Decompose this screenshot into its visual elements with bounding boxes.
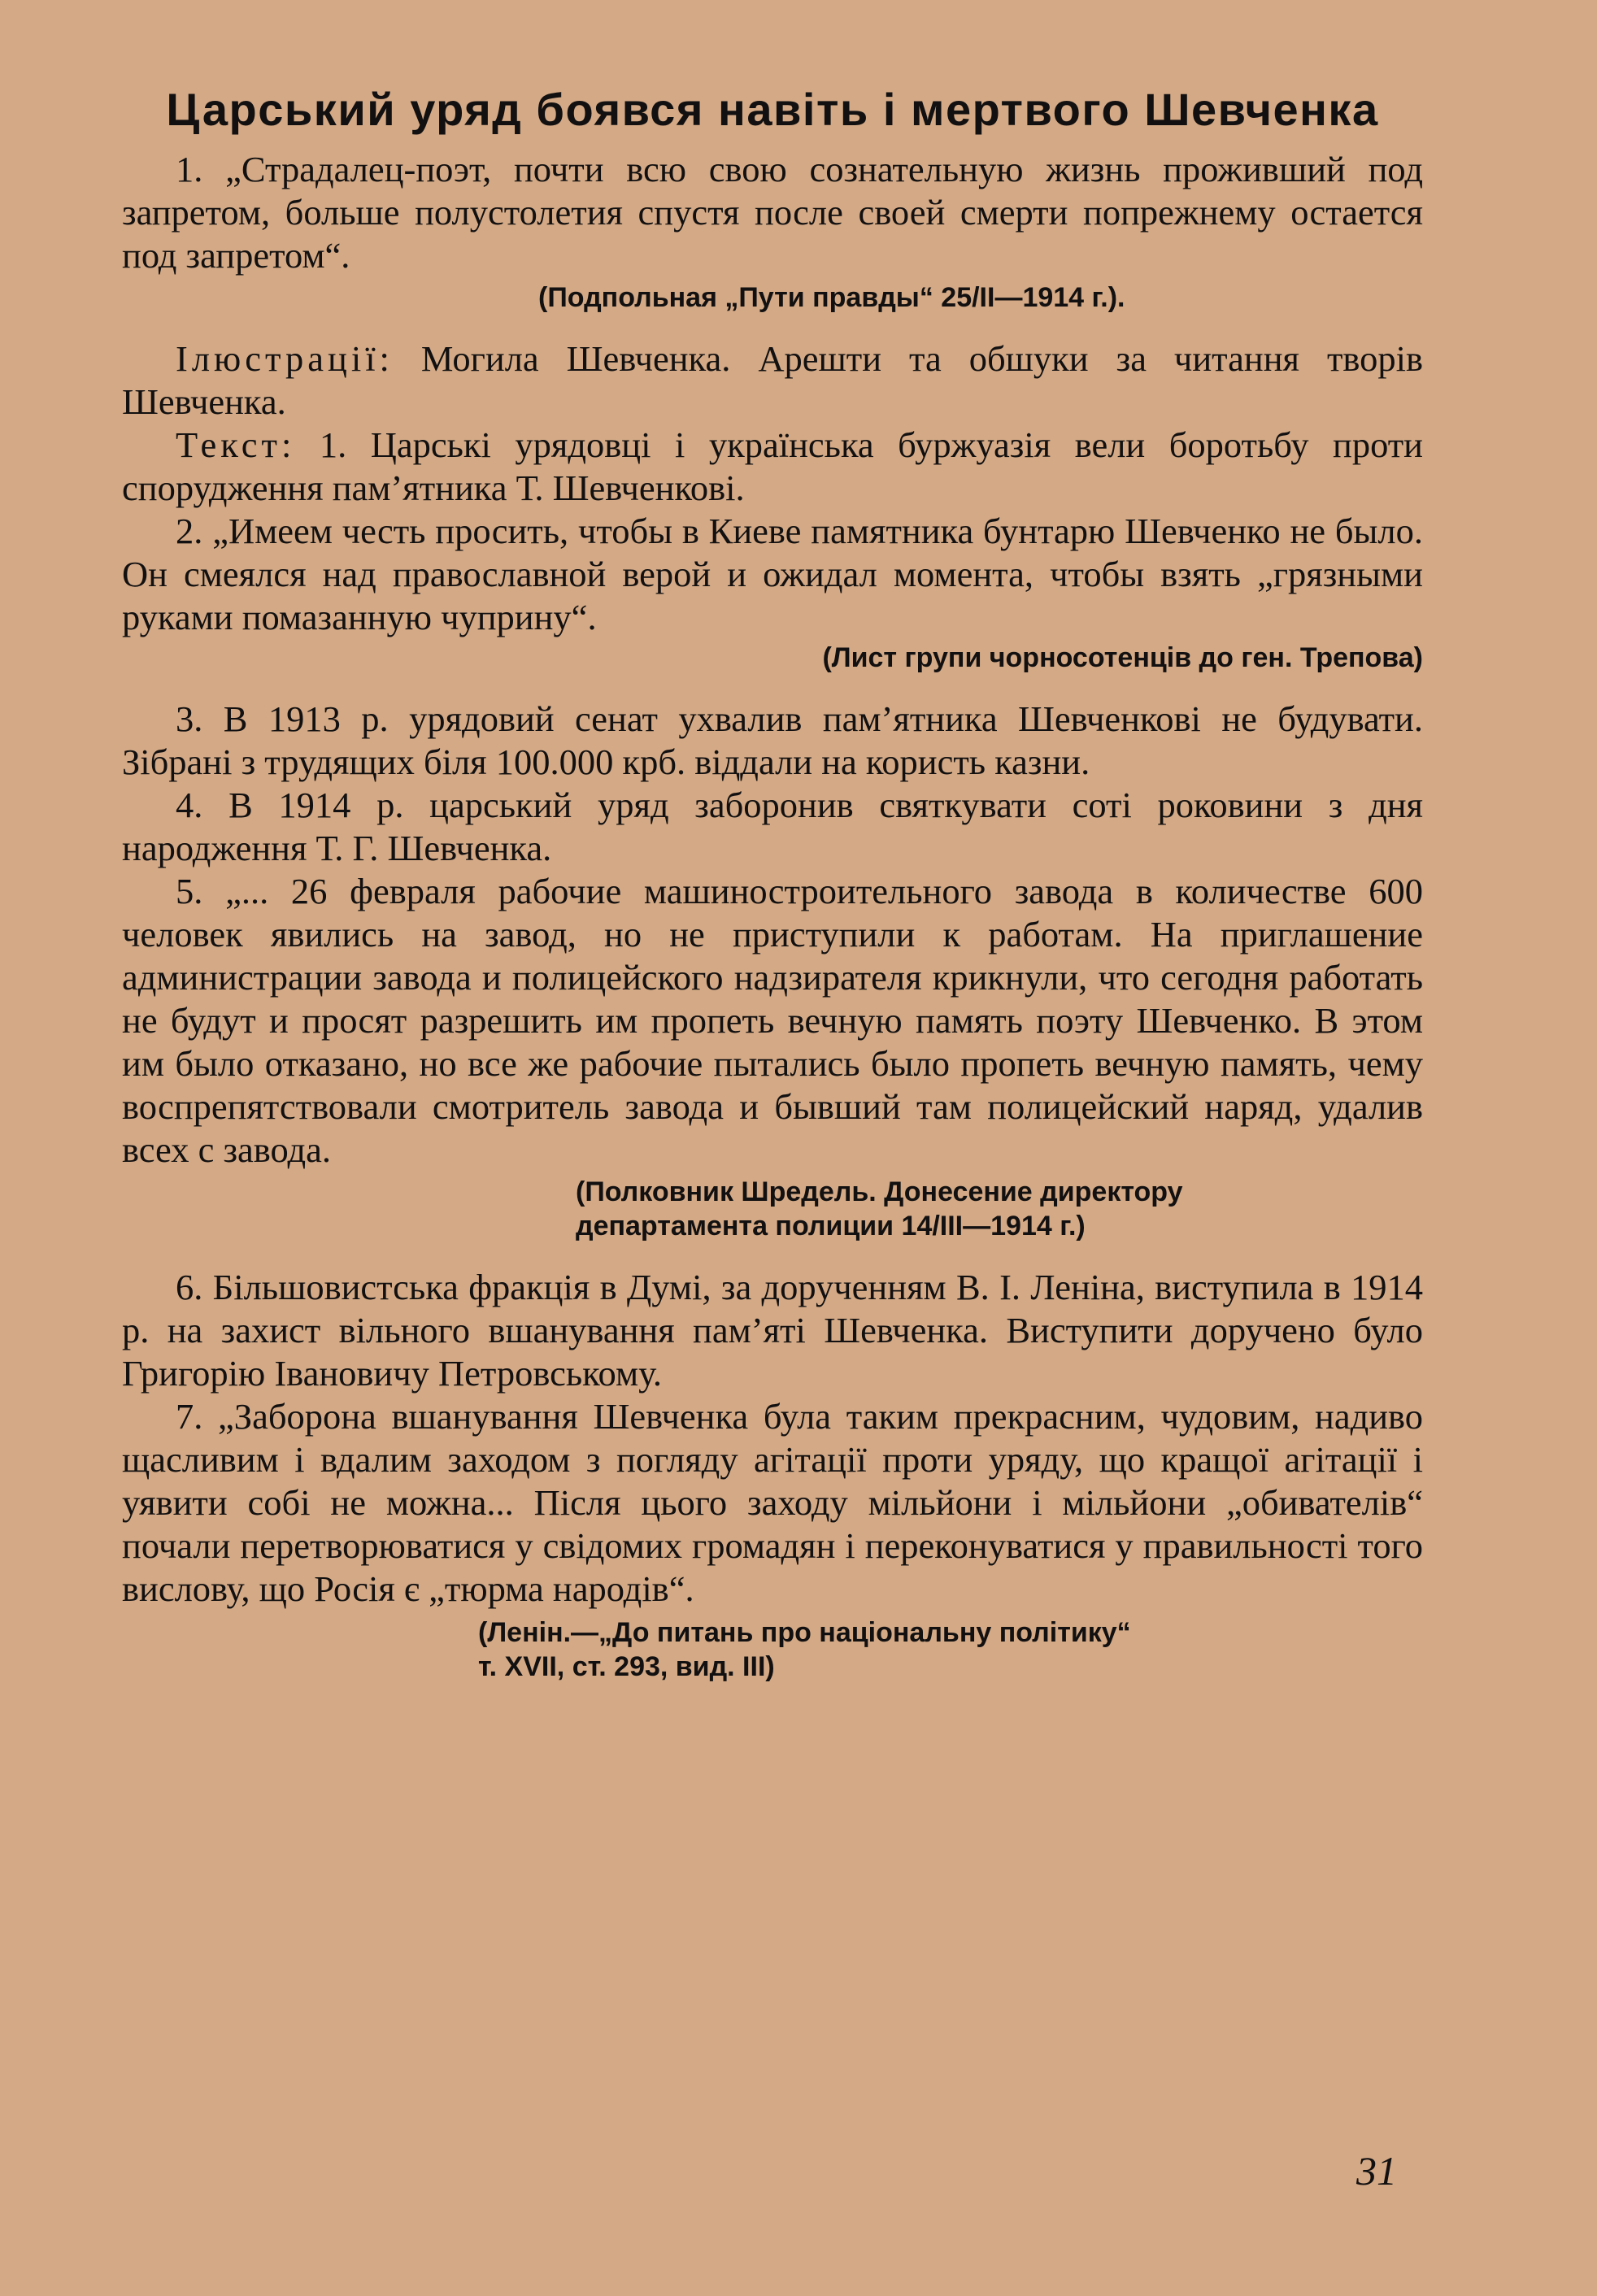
quote-2-source: (Лист групи чорносотенців до ген. Трепова) bbox=[822, 642, 1423, 673]
quote-7-source bbox=[122, 1615, 1423, 1684]
quote-7-text: 7. „Заборона вшанування Шевченка була таким прекрасним, чудовим, надиво щасливим і вдалим заходом з погляду агітації проти уряду, що кращої агітації і уявити собі не можна... Після цього заходу мільйони і мільйони „обивателів“ почали перетворюватися у свідомих громадян і переконуватися у правильності того вислову, що Росія є „тюрма народів“. bbox=[122, 1396, 1423, 1609]
quote-1-text: 1. „Страдалец-поэт, почти всю свою сознательную жизнь проживший под запретом, больше полустолетия спустя после своей смерти попрежнему остается под запретом“. bbox=[122, 149, 1423, 276]
page-number: 31 bbox=[1356, 2148, 1397, 2194]
quote-1-source: (Подпольная „Пути правды“ 25/II—1914 г.). bbox=[538, 282, 1125, 313]
point-4-text: 4. В 1914 р. царський уряд заборонив святкувати соті роковини з дня народження Т. Г. Шевченка. bbox=[122, 785, 1423, 868]
quote-5-source-line-1: (Полковник Шредель. Донесение директору bbox=[576, 1176, 1183, 1207]
illustrations-label: Ілюстрації: bbox=[176, 338, 394, 379]
text-section-label: Текст: bbox=[176, 424, 296, 465]
quote-7-source-line-2: т. XVII, ст. 293, вид. III) bbox=[478, 1651, 775, 1682]
point-3-text: 3. В 1913 р. урядовий сенат ухвалив пам’ятника Шевченкові не будувати. Зібрані з трудящих біля 100.000 крб. віддали на користь казни. bbox=[122, 698, 1423, 782]
illustrations-paragraph bbox=[122, 337, 1423, 424]
quote-5-source-line-2: департамента полиции 14/III—1914 г.) bbox=[576, 1211, 1086, 1241]
quote-5-source bbox=[122, 1175, 1423, 1243]
text-section-text: 1. Царські урядовці і українська буржуазія вели боротьбу проти спорудження пам’ятника Т. Шевченкові. bbox=[122, 424, 1424, 508]
page-title: Царський уряд боявся навіть і мертвого Шевченка bbox=[166, 84, 1379, 135]
illustrations-text: Могила Шевченка. Арешти та обшуки за читання творів Шевченка. bbox=[122, 338, 1423, 422]
point-6-text: 6. Більшовистська фракція в Думі, за дорученням В. І. Леніна, виступила в 1914 р. на захист вільного вшанування пам’яті Шевченка. Виступити доручено було Григорію Івановичу Петровському. bbox=[122, 1267, 1423, 1394]
page-content bbox=[122, 85, 1423, 1684]
quote-5-text: 5. „... 26 февраля рабочие машиностроительного завода в количестве 600 человек явились на завод, но не приступили к работам. На приглашение администрации завода и полицейского надзирателя крикнули, что сегодня работать не будут и просят разрешить им пропеть вечную память поэту Шевченко. В этом им было отказано, но все же рабочие пытались было пропеть вечную память, чему воспрепятствовали смотритель завода и бывший там полицейский наряд, удалив всех с завода. bbox=[122, 871, 1423, 1170]
text-section-paragraph bbox=[122, 424, 1423, 510]
quote-7-source-line-1: (Ленін.—„До питань про національну політику“ bbox=[478, 1617, 1131, 1648]
quote-2-text: 2. „Имеем честь просить, чтобы в Киеве памятника бунтарю Шевченко не было. Он смеялся над православной верой и ожидал момента, чтобы взять „грязными руками помазанную чуприну“. bbox=[122, 511, 1423, 637]
